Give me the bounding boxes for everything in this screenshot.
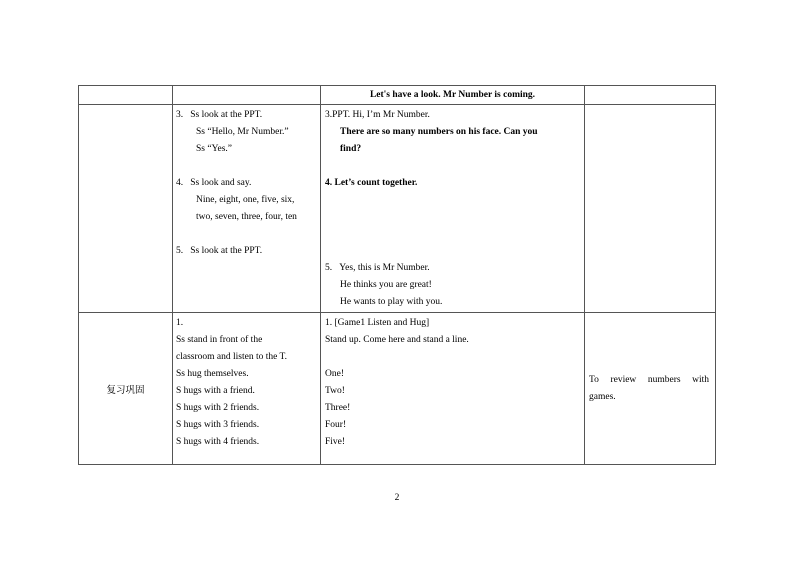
list-item: 1.: [176, 318, 184, 328]
purpose-text: games.: [589, 391, 616, 402]
heading-text: Let's have a look. Mr Number is coming.: [369, 90, 536, 100]
list-item: S hugs with a friend.: [176, 386, 255, 396]
cell-stage: [79, 313, 173, 465]
page-number: 2: [394, 493, 400, 503]
cell-empty: [173, 86, 321, 105]
list-item: He thinks you are great!: [340, 280, 432, 290]
list-item: S hugs with 3 friends.: [176, 420, 260, 430]
list-item: Ss “Yes.”: [196, 144, 232, 154]
cell-purpose: [585, 313, 716, 465]
purpose-text: To review numbers with: [589, 374, 709, 385]
list-item: Three!: [325, 403, 351, 413]
cell-teacher-activity: [321, 105, 585, 313]
cell-empty: [585, 105, 716, 313]
list-item: There are so many numbers on his face. Can you: [340, 127, 538, 137]
list-item: Stand up. Come here and stand a line.: [325, 335, 469, 345]
cell-heading: [321, 86, 585, 105]
list-item: He wants to play with you.: [340, 297, 443, 307]
list-item: Five!: [325, 437, 346, 447]
cell-student-activity: [173, 313, 321, 465]
list-item: two, seven, three, four, ten: [196, 212, 297, 222]
list-item: 4. Ss look and say.: [176, 178, 252, 188]
list-item: 3.PPT. Hi, I’m Mr Number.: [325, 110, 430, 120]
stage-label: 复习巩固: [106, 384, 145, 396]
list-item: 5. Yes, this is Mr Number.: [325, 263, 430, 273]
list-item: 1. [Game1 Listen and Hug]: [325, 318, 430, 328]
list-item: Ss “Hello, Mr Number.”: [196, 127, 289, 137]
cell-empty: [585, 86, 716, 105]
list-item: Four!: [325, 420, 347, 430]
table-row: [79, 105, 716, 313]
list-item: Ss hug themselves.: [176, 369, 249, 379]
list-item: Ss stand in front of the: [176, 335, 263, 345]
list-item: Nine, eight, one, five, six,: [196, 195, 295, 205]
cell-student-activity: [173, 105, 321, 313]
list-item: 5. Ss look at the PPT.: [176, 246, 263, 256]
list-item: S hugs with 4 friends.: [176, 437, 260, 447]
lesson-plan-table: [78, 85, 716, 465]
list-item: classroom and listen to the T.: [176, 352, 287, 362]
list-item: 4. Let’s count together.: [325, 178, 418, 188]
list-item: Two!: [325, 386, 345, 396]
list-item: find?: [340, 144, 362, 154]
cell-empty: [79, 86, 173, 105]
list-item: One!: [325, 369, 344, 379]
table-row: [79, 86, 716, 105]
list-item: 3. Ss look at the PPT.: [176, 110, 263, 120]
cell-empty: [79, 105, 173, 313]
cell-teacher-activity: [321, 313, 585, 465]
table-row: [79, 313, 716, 465]
list-item: S hugs with 2 friends.: [176, 403, 260, 413]
